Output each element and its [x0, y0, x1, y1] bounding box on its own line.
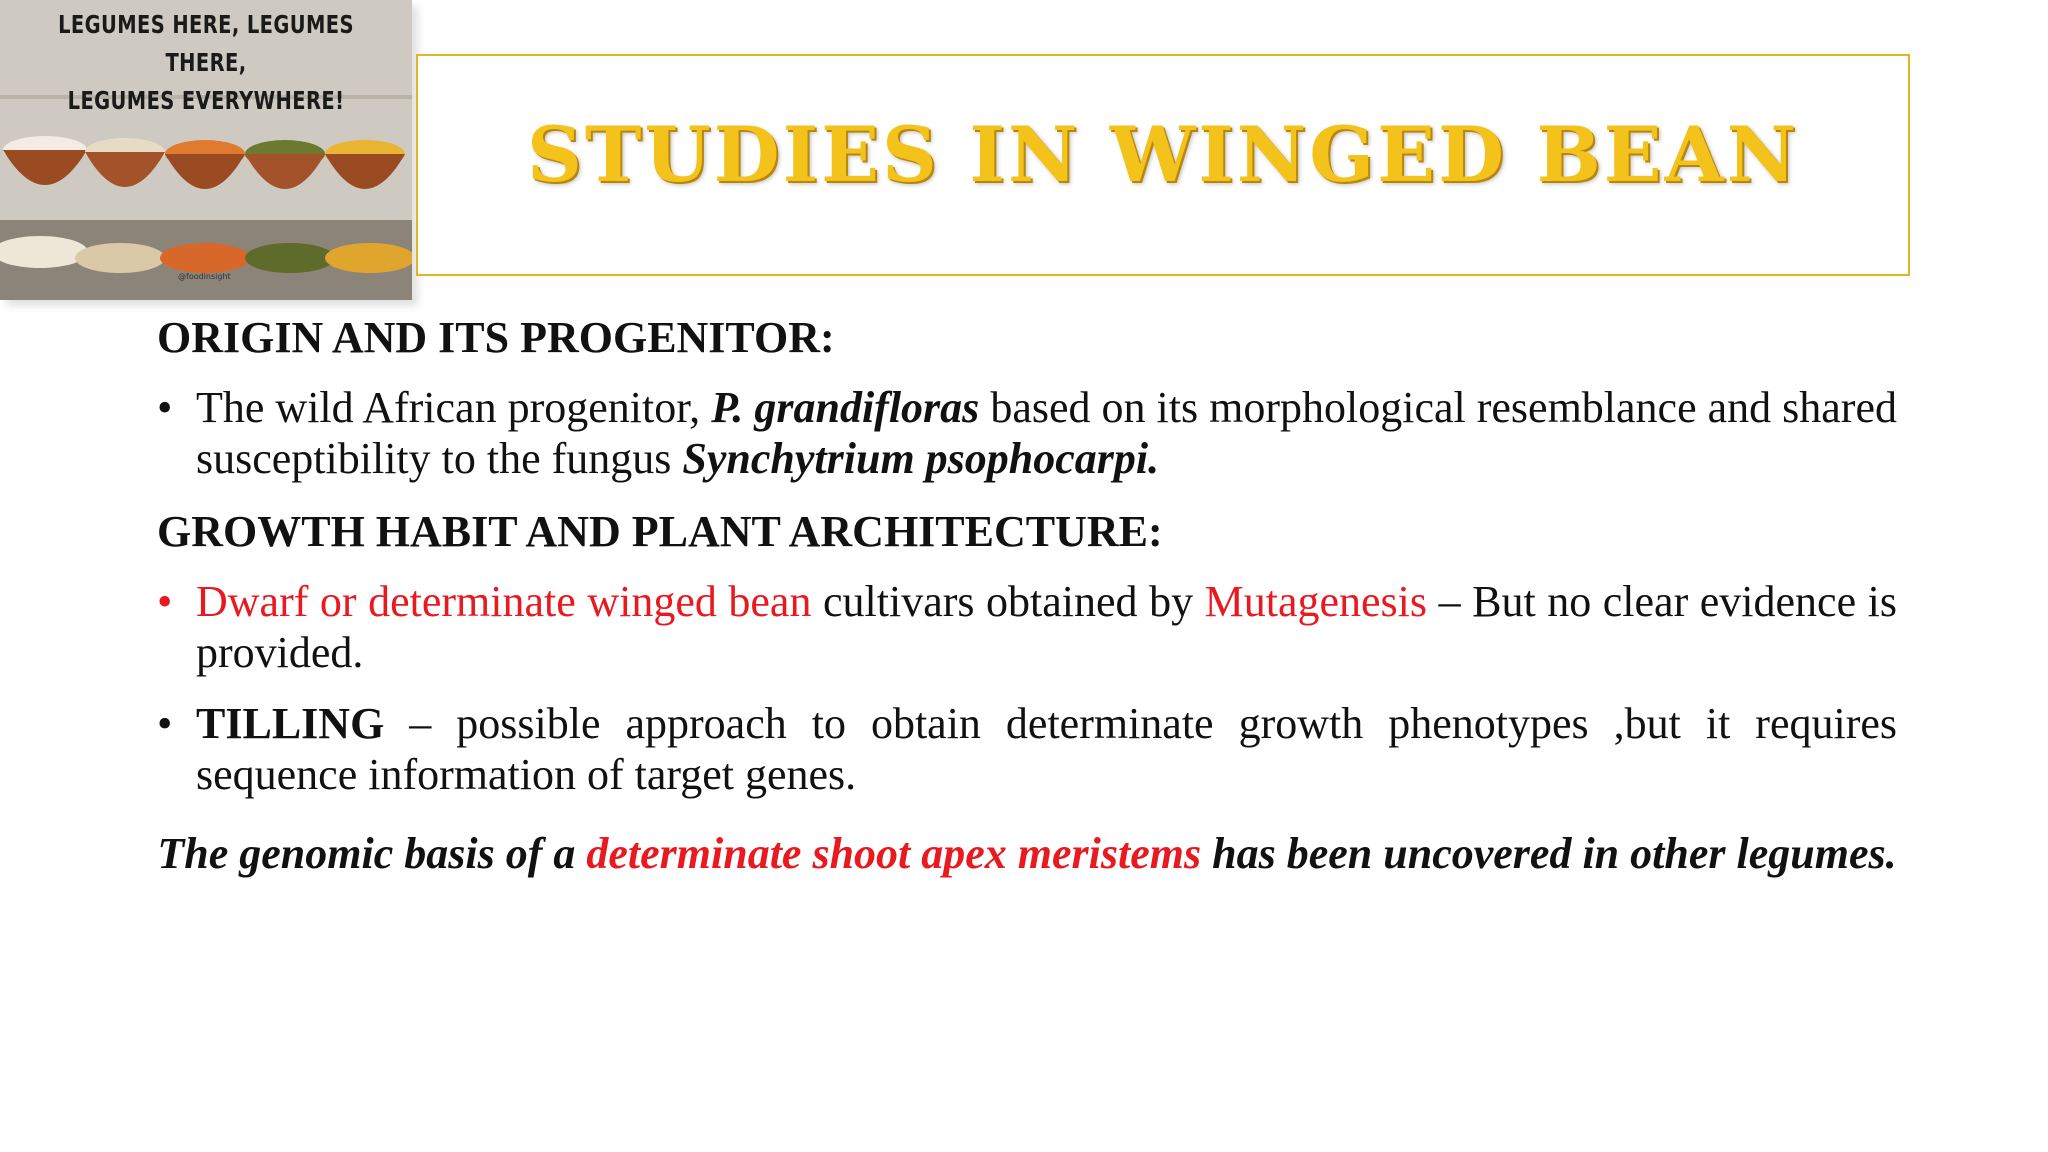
fungus-name: Synchytrium psophocarpi. — [682, 434, 1160, 483]
bullet-dot: • — [157, 383, 173, 432]
tilling-term: TILLING — [196, 699, 385, 748]
highlight-text: Mutagenesis — [1204, 577, 1428, 626]
bullet-text: – possible approach to obtain determinate growth phenotypes ,but it requires sequence information of target genes. — [196, 699, 1897, 799]
bullet-tilling — [157, 698, 1897, 800]
slide-body — [157, 312, 1897, 800]
conclusion-highlight: determinate shoot apex meristems — [586, 829, 1202, 878]
section-heading-growth: GROWTH HABIT AND PLANT ARCHITECTURE: — [157, 507, 1163, 556]
legumes-image — [0, 0, 412, 300]
conclusion-text: The genomic basis of a — [157, 829, 587, 878]
bullet-text: – But no clear evidence is provided. — [196, 577, 1897, 677]
legumes-caption-line2: LEGUMES EVERYWHERE! — [67, 86, 345, 115]
bullet-text: based on its morphological resemblance and shared susceptibility to the fungus — [196, 383, 1897, 483]
highlight-text: Dwarf or determinate winged bean — [196, 577, 812, 626]
bullet-text: cultivars obtained by — [811, 577, 1205, 626]
bullet-dot: • — [157, 577, 173, 626]
image-credit: @foodinsight — [178, 272, 231, 281]
conclusion-statement — [157, 828, 1897, 879]
legumes-caption-line1: LEGUMES HERE, LEGUMES THERE, — [58, 10, 354, 77]
species-name: P. grandifloras — [711, 383, 980, 432]
bullet-origin-progenitor — [157, 382, 1897, 484]
conclusion-text: has been uncovered in other legumes. — [1201, 829, 1897, 878]
bullet-text: The wild African progenitor, — [196, 383, 712, 432]
slide-title: STUDIES IN WINGED BEAN — [526, 110, 1800, 199]
bullet-dot: • — [157, 699, 173, 748]
bullet-dwarf-cultivars — [157, 576, 1897, 678]
section-heading-origin: ORIGIN AND ITS PROGENITOR: — [157, 313, 835, 362]
legumes-caption — [45, 6, 366, 120]
